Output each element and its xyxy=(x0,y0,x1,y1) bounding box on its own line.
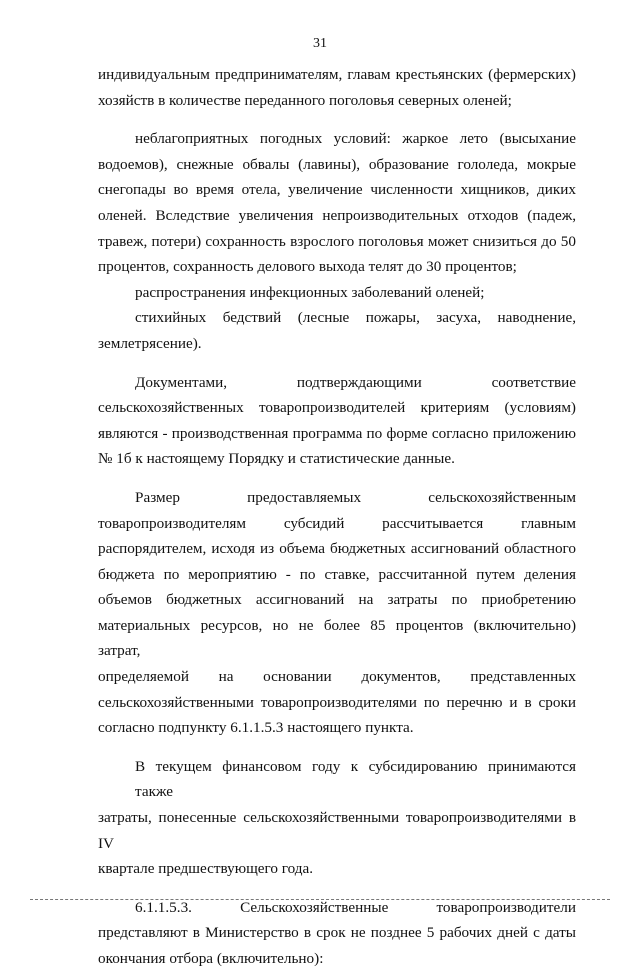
text-line: материальных ресурсов, но не более 85 процентов (включительно) затрат, xyxy=(98,616,576,660)
text-line: стихийных бедствий (лесные пожары, засуха, наводнение, xyxy=(135,309,576,327)
text-line: распространения инфекционных заболеваний оленей; xyxy=(135,283,485,301)
text-line: Документами, подтверждающими соответствие xyxy=(135,373,576,391)
paragraph-2 xyxy=(98,126,576,280)
paragraph-4 xyxy=(98,305,576,356)
text-line: распорядителем, исходя из объема бюджетных ассигнований областного xyxy=(98,540,576,558)
text-line: затраты, понесенные сельскохозяйственными товаропроизводителями в IV xyxy=(98,809,576,852)
text-line: Размер предоставляемых сельскохозяйственным xyxy=(135,488,576,506)
text-line: окончания отбора (включительно): xyxy=(98,950,324,967)
text-line: землетрясение). xyxy=(98,334,202,352)
text-line: представляют в Министерство в срок не позднее 5 рабочих дней с даты xyxy=(98,924,576,942)
text-line: квартале предшествующего года. xyxy=(98,860,314,878)
text-line: хозяйств в количестве переданного поголовья северных оленей; xyxy=(98,91,512,109)
page-number: 31 xyxy=(313,36,327,51)
text-line: снегопады во время отела, увеличение численности хищников, диких xyxy=(98,181,576,199)
text-line: № 1б к настоящему Порядку и статистические данные. xyxy=(98,450,455,468)
text-line: индивидуальным предпринимателям, главам крестьянских (фермерских) xyxy=(98,66,576,83)
text-line: травеж, потери) сохранность взрослого поголовья может снизиться до 50 xyxy=(98,232,576,250)
text-line: 6.1.1.5.3. Сельскохозяйственные товаропроизводители xyxy=(135,898,576,916)
text-line: В текущем финансовом году к субсидированию принимаются также xyxy=(135,757,576,801)
text-line: согласно подпункту 6.1.1.5.3 настоящего пункта. xyxy=(98,719,414,737)
text-line: бюджета по мероприятию - по ставке, рассчитанной путем деления xyxy=(98,565,576,583)
text-line: оленей. Вследствие увеличения непроизводительных отходов (падеж, xyxy=(98,206,576,224)
text-line: сельскохозяйственными товаропроизводителями по перечню и в сроки xyxy=(98,693,576,711)
text-line: объемов бюджетных ассигнований на затраты по приобретению xyxy=(98,591,576,609)
text-line: сельскохозяйственных товаропроизводителей критериям (условиям) xyxy=(98,399,576,417)
paragraph-7 xyxy=(98,754,576,882)
paragraph-8 xyxy=(98,895,576,972)
bottom-divider xyxy=(30,899,610,900)
text-line: товаропроизводителям субсидий рассчитывается главным xyxy=(98,514,576,532)
paragraph-5 xyxy=(98,370,576,472)
text-line: неблагоприятных погодных условий: жаркое лето (высыхание xyxy=(135,130,576,148)
text-line: процентов, сохранность делового выхода телят до 30 процентов; xyxy=(98,258,517,276)
text-line: являются - производственная программа по форме согласно приложению xyxy=(98,424,576,442)
document-body xyxy=(98,62,576,972)
text-line: водоемов), снежные обвалы (лавины), образование гололеда, мокрые xyxy=(98,155,576,173)
text-line: определяемой на основании документов, представленных xyxy=(98,668,576,686)
paragraph-1 xyxy=(98,62,576,113)
paragraph-3 xyxy=(98,280,576,306)
paragraph-6 xyxy=(98,485,576,741)
